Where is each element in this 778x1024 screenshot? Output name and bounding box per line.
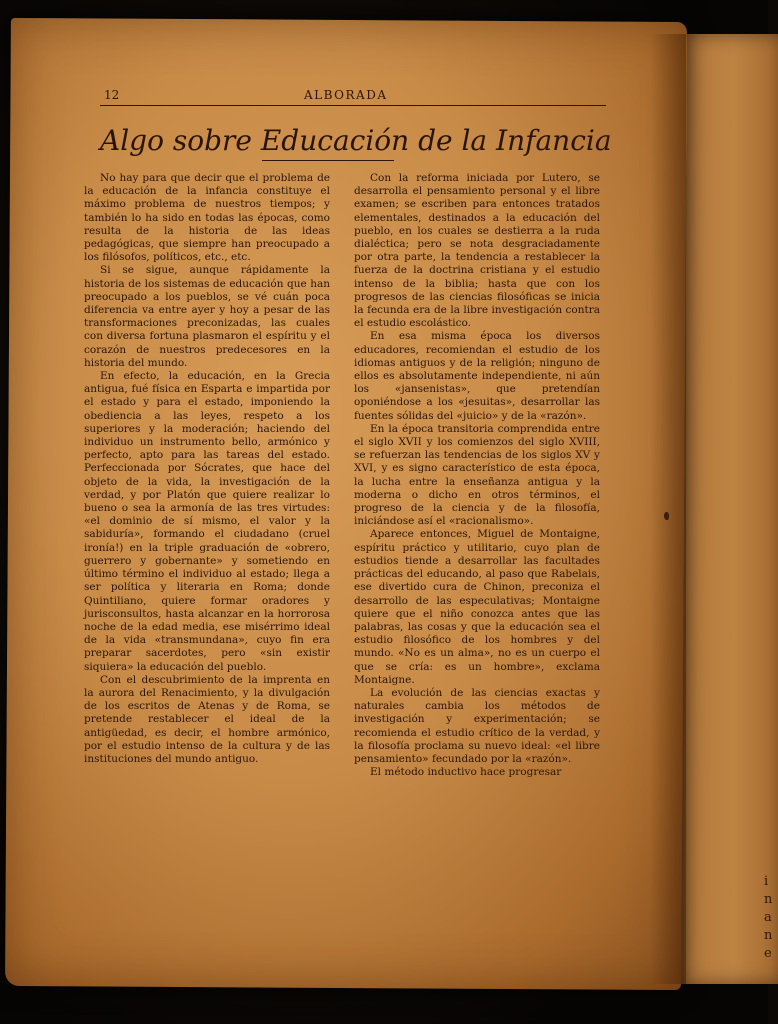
edge-char: i xyxy=(764,874,769,889)
paragraph: Con la reforma iniciada por Lutero, se desarrolla el pensamiento personal y el libre examen; se escriben para entonces tratados elementales, destinados a la educación del pueblo, en los cuales se destierra a la ruda dialéctica; pero se nota desgraciadamente por otra parte, la tendencia a restablecer la fuerza de la doctrina cristiana y el estudio intenso de la biblia; hasta que con los progresos de las ciencias filosóficas se inicia la fecunda era de la libre investigación contra el estudio escolástico. xyxy=(354,172,600,330)
page-number: 12 xyxy=(104,88,120,102)
paragraph: En esa misma época los diversos educadores, recomiendan el estudio de los idiomas antiguos y de la religión; ninguno de ellos es absolutamente independiente, ni aún los «jansenistas», que pretendían oponiéndose a los «jesuitas», desarrollar las fuentes sólidas del «juicio» y de la «razón». xyxy=(354,330,600,422)
paragraph: Si se sigue, aunque rápidamente la historia de los sistemas de educación que han preocupado a los pueblos, se vé cuán poca diferencia va entre ayer y hoy a pesar de las transformaciones preconizadas, las cuales con diversa fortuna plasmaron el espíritu y el corazón de nuestros predecesores en la historia del mundo. xyxy=(84,264,330,369)
ink-blot xyxy=(664,512,669,520)
left-column xyxy=(84,172,330,766)
article-title: Algo sobre Educación de la Infancia xyxy=(100,124,612,157)
edge-char: n xyxy=(764,928,773,943)
running-title: ALBORADA xyxy=(304,88,388,102)
title-underline xyxy=(262,160,394,161)
edge-char: a xyxy=(764,910,772,925)
right-column xyxy=(354,172,600,779)
paragraph: La evolución de las ciencias exactas y naturales cambia los métodos de investigación y experimentación; se recomienda el estudio crítico de la verdad, y la filosofía proclama su nuevo ideal: «el libre pensamiento» fecundado por la «razón». xyxy=(354,686,600,765)
paragraph: El método inductivo hace progresar xyxy=(370,766,562,779)
gutter-shadow xyxy=(650,34,686,984)
paragraph: Con el descubrimiento de la imprenta en la aurora del Renacimiento, y la divulgación de los escritos de Atenas y de Roma, se pretende restablecer el ideal de la antigüedad, es decir, el hombre armónico, por el estudio intenso de la cultura y de las instituciones del mundo antiguo. xyxy=(84,673,330,765)
paragraph: Aparece entonces, Miguel de Montaigne, espíritu práctico y utilitario, cuyo plan de estudios tiende a desarrollar las facultades prácticas del educando, al paso que Rabelais, ese divertido cura de Chinon, preconiza el desarrollo de las especulativas; Montaigne quiere que el niño conozca antes que las palabras, las cosas y que la educación sea el estudio filosófico de los hombres y del mundo. «No es un alma», no es un cuerpo el que se cría: es un hombre», exclama Montaigne. xyxy=(354,528,600,686)
edge-char: e xyxy=(764,946,772,961)
header-rule xyxy=(100,105,606,106)
paragraph: En la época transitoria comprendida entre el siglo XVII y los comienzos del siglo XVIII, se refuerzan las tendencias de los siglos XV y XVI, y es signo característico de esta época, la lucha entre la enseñanza antigua y la moderna o dicho en otros términos, el progreso de la ciencia y de la filosofía, iniciándose así el «racionalismo». xyxy=(354,422,600,528)
page-header xyxy=(104,88,606,106)
paragraph: No hay para que decir que el problema de la educación de la infancia constituye el máximo problema de nuestros tiempos; y también lo ha sido en todas las épocas, como resulta de la historia de las ideas pedagógicas, que siempre han preocupado a los filósofos, políticos, etc., etc. xyxy=(84,172,330,264)
paragraph: En efecto, la educación, en la Grecia antigua, fué física en Esparta e impartida por el estado y para el estado, imponiendo la obediencia a las leyes, respeto a los superiores y la moderación; haciendo del individuo un instrumento bello, armónico y perfecto, apto para las tareas del estado. Perfeccionada por Sócrates, que hace del objeto de la vida, la investigación de la verdad, y por Platón que quiere realizar lo bueno o sea la armonía de las tres virtudes: «el dominio de sí mismo, el valor y la sabiduría», formando el ciudadano (cruel ironía!) en la triple graduación de «obrero, guerrero y gobernante» y sometiendo en último término el individuo al estado; llega a ser política y literaria en Roma; donde Quintiliano, quiere formar oradores y jurisconsultos, hasta alcanzar en la horrorosa noche de la edad media, ese misérrimo ideal de la vida «transmundana», cuyo fin era preparar sacerdotes, pero «sin existir siquiera» la educación del pueblo. xyxy=(84,370,330,673)
edge-char: n xyxy=(764,892,773,907)
